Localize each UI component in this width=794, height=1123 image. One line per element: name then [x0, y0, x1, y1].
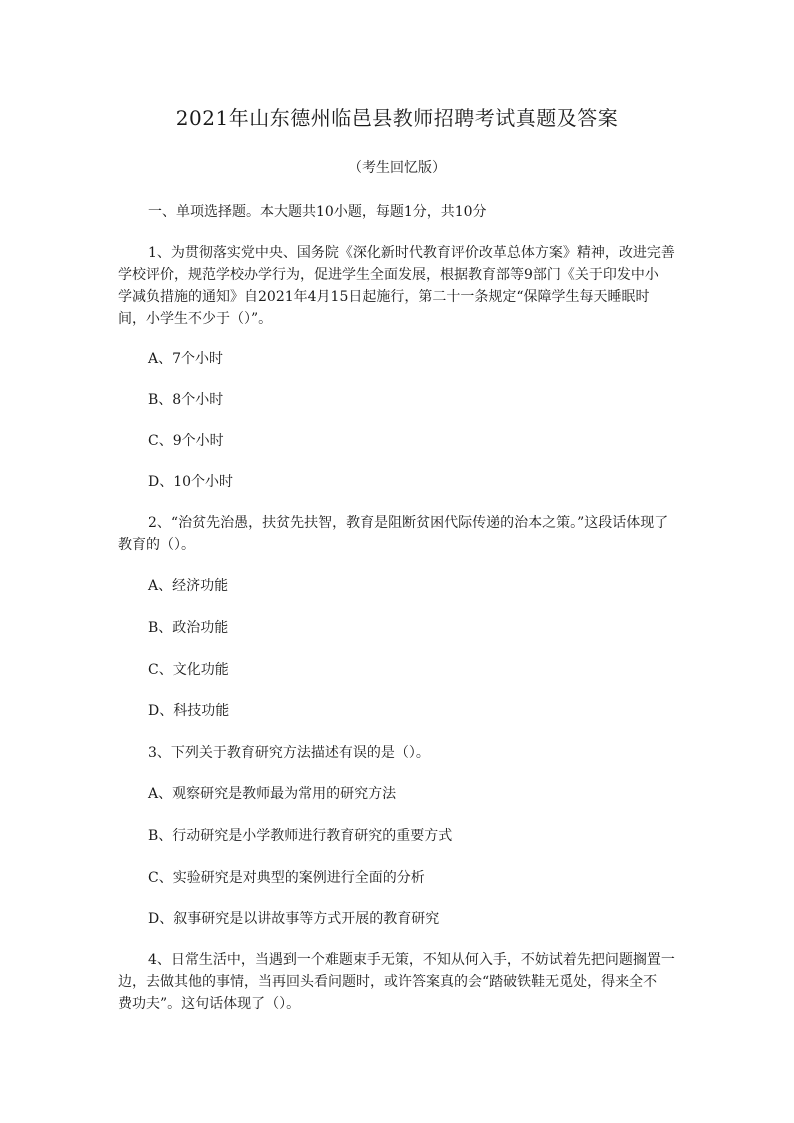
question-1-option-b: B、8个小时 [148, 392, 224, 408]
question-2-option-a: A、经济功能 [148, 578, 229, 594]
question-3-line-1: 3、下列关于教育研究方法描述有误的是（）。 [148, 745, 430, 761]
question-2-line-1: 2、“治贫先治愚，扶贫先扶智，教育是阻断贫困代际传递的治本之策。”这段话体现了 [148, 515, 669, 531]
document-title: 2021年山东德州临邑县教师招聘考试真题及答案 [175, 106, 619, 130]
question-3-option-d: D、叙事研究是以讲故事等方式开展的教育研究 [148, 911, 440, 927]
question-2-line-2: 教育的（）。 [118, 537, 195, 553]
question-1-option-d: D、10个小时 [148, 474, 234, 490]
question-1-line-3: 学减负措施的通知》自2021年4月15日起施行，第二十一条规定“保障学生每天睡眠时 [118, 289, 650, 305]
question-1-line-1: 1、为贯彻落实党中央、国务院《深化新时代教育评价改革总体方案》精神，改进完善 [148, 245, 675, 261]
question-4-line-2: 边，去做其他的事情，当再回头看问题时，或许答案真的会“踏破铁鞋无觅处，得来全不 [118, 974, 658, 990]
question-1-line-4: 间，小学生不少于（）”。 [118, 311, 273, 327]
question-2-option-b: B、政治功能 [148, 620, 229, 636]
question-4-line-1: 4、日常生活中，当遇到一个难题束手无策，不知从何入手，不妨试着先把问题搁置一 [148, 952, 675, 968]
question-1-option-c: C、9个小时 [148, 433, 224, 449]
question-2-option-c: C、文化功能 [148, 662, 229, 678]
document-subtitle: （考生回忆版） [348, 160, 446, 176]
section-heading: 一、单项选择题。本大题共10小题，每题1分，共10分 [148, 204, 487, 220]
question-3-option-a: A、观察研究是教师最为常用的研究方法 [148, 786, 397, 802]
question-3-option-b: B、行动研究是小学教师进行教育研究的重要方式 [148, 828, 453, 844]
question-3-option-c: C、实验研究是对典型的案例进行全面的分析 [148, 870, 425, 886]
question-1-option-a: A、7个小时 [148, 351, 224, 367]
question-4-line-3: 费功夫”。这句话体现了（）。 [118, 996, 301, 1012]
question-2-option-d: D、科技功能 [148, 703, 230, 719]
question-1-line-2: 学校评价，规范学校办学行为，促进学生全面发展，根据教育部等9部门《关于印发中小 [118, 267, 659, 283]
